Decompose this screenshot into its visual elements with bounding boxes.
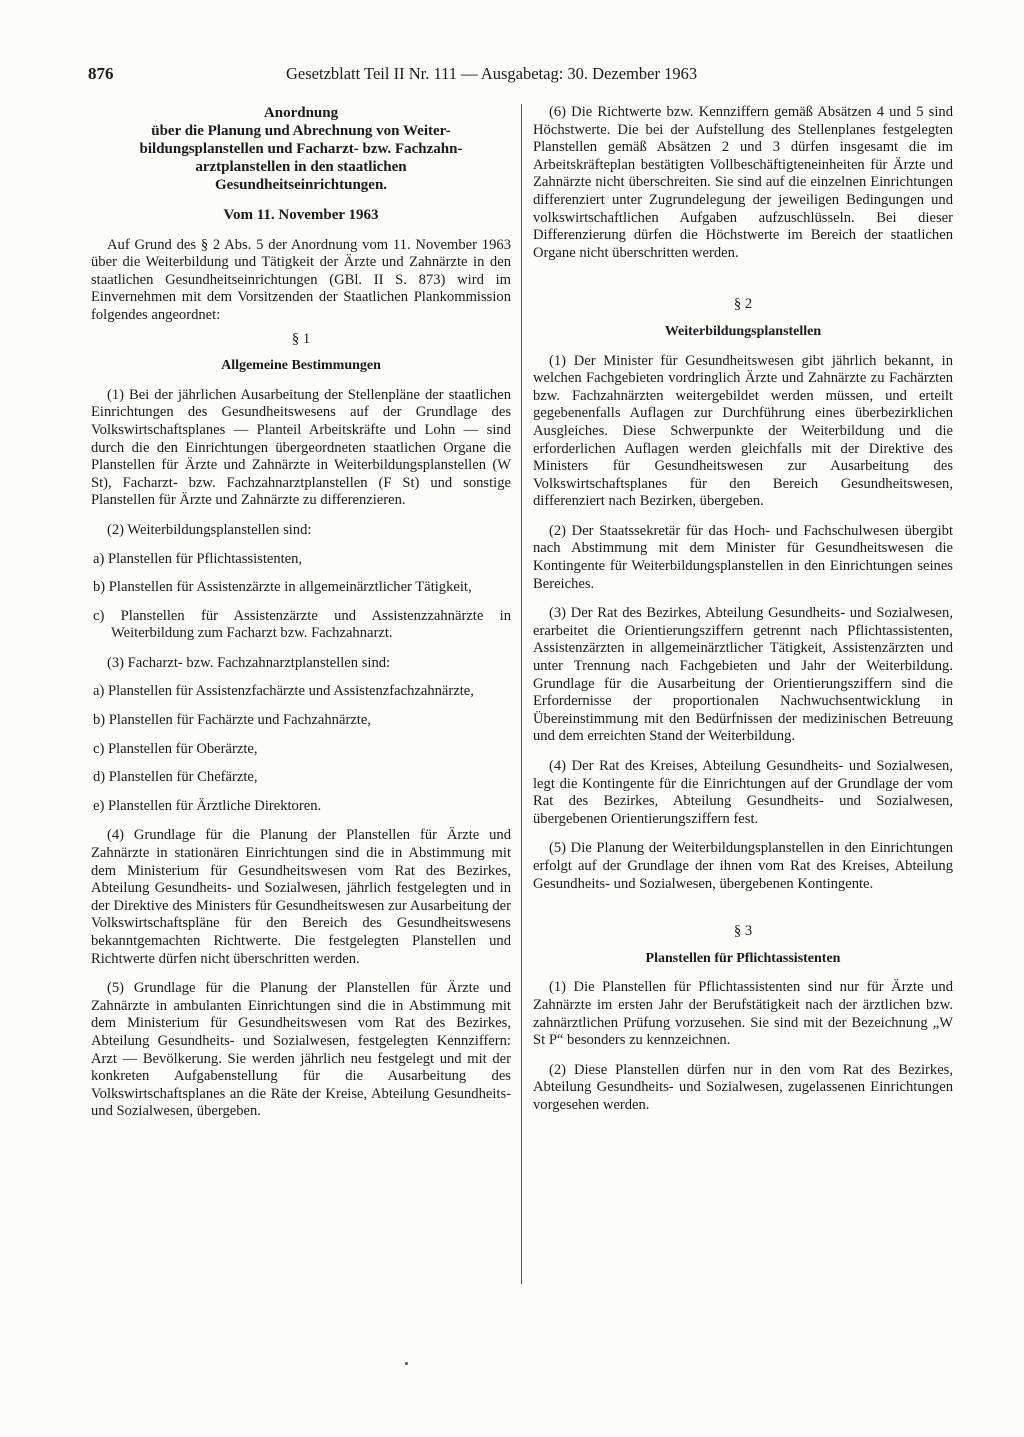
print-speck (405, 1362, 408, 1365)
paragraph: (1) Der Minister für Gesundheitswesen gibt jährlich bekannt, in welchen Fachgebieten vordringlich Ärzte und Zahnärzte zu Fachärzten bzw. Fachzahnärzten weitergebildet werden müssen, und erteilt gegebenenfalls Auflagen zur Durchführung eines überbezirklichen Ausgleiches. Diese Schwerpunkte der Weiterbildung und die erforderlichen Auflagen werden gleichfalls mit der Direktive des Ministers für Gesundheitswesen zur Ausarbeitung des Volkswirtschaftsplanes für den Bereich Gesundheitswesen, differenziert nach Bezirken, übergeben. (533, 352, 953, 510)
title-line: bildungsplanstellen und Facharzt- bzw. Fachzahn- (139, 141, 463, 157)
list-item: e) Planstellen für Ärztliche Direktoren. (93, 797, 322, 814)
list-item: b) Planstellen für Assistenzärzte in allgemeinärztlicher Tätigkeit, (93, 579, 472, 596)
paragraph: (2) Diese Planstellen dürfen nur in den vom Rat des Bezirkes, Abteilung Gesundheits- und Sozialwesen, zugelassenen Einrichtungen vorgesehen werden. (533, 1061, 953, 1113)
list-lead: (3) Facharzt- bzw. Fachzahnarztplanstellen sind: (107, 654, 391, 671)
paragraph: (4) Grundlage für die Planung der Planstellen für Ärzte und Zahnärzte in stationären Einrichtungen sind die in Abstimmung mit dem Ministerium für Gesundheitswesen vom Rat des Bezirkes, Abteilung Gesundheits- und Sozialwesen, jährlich festgelegten und in der Direktive des Ministers für Gesundheitswesen zur Ausarbeitung der Volkswirtschaftspläne für den Bereich des Gesundheitswesens bekanntgemachten Richtwerte. Die festgelegten Planstellen und Richtwerte dürfen nicht überschritten werden. (91, 827, 511, 967)
section-number: § 1 (291, 330, 311, 347)
section-title: Allgemeine Bestimmungen (221, 358, 381, 374)
column-divider (521, 104, 522, 1284)
paragraph: (5) Die Planung der Weiterbildungsplanstellen in den Einrichtungen erfolgt auf der Grundlage der ihnen vom Rat des Kreises, Abteilung Gesundheits- und Sozialwesen, übergebenen Kontingente. (533, 840, 953, 892)
section-title: Planstellen für Pflichtassistenten (645, 950, 841, 966)
list-item: d) Planstellen für Chefärzte, (93, 769, 258, 786)
section-title: Weiterbildungsplanstellen (664, 323, 822, 339)
page-header (88, 64, 788, 88)
paragraph: (1) Bei der jährlichen Ausarbeitung der Stellenpläne der staatlichen Einrichtungen des Gesundheitswesens auf der Grundlage des Volkswirtschaftsplanes — Planteil Arbeitskräfte und Lohn — sind durch die den Einrichtungen übergeordneten staatlichen Organe die Planstellen für Ärzte und Zahnärzte in Weiterbildungsplanstellen (W St), Facharzt- bzw. Fachzahnarztplanstellen (F St) und sonstige Planstellen für Ärzte und Zahnärzte zu differenzieren. (91, 386, 511, 509)
page-number: 876 (88, 64, 114, 83)
running-head: Gesetzblatt Teil II Nr. 111 — Ausgabetag: 30. Dezember 1963 (286, 64, 698, 83)
paragraph: (5) Grundlage für die Planung der Planstellen für Ärzte und Zahnärzte in ambulanten Einrichtungen sind die in Abstimmung mit dem Ministerium für Gesundheitswesen vom Rat des Bezirkes, Abteilung Gesundheits- und Sozialwesen, festgelegten Kennziffern: Arzt — Bevölkerung. Sie werden jährlich neu festgelegt und mit der konkreten Aufgabenstellung für die Ausarbeitung des Volkswirtschaftsplanes an die Räte der Kreise, Abteilung Gesundheits- und Sozialwesen, übergeben. (91, 980, 511, 1120)
list-item: b) Planstellen für Fachärzte und Fachzahnärzte, (93, 712, 371, 729)
list-item: c) Planstellen für Assistenzärzte und Assistenzzahnärzte in Weiterbildung zum Facharzt bzw. Fachzahnarzt. (93, 607, 511, 642)
paragraph: (2) Der Staatssekretär für das Hoch- und Fachschulwesen übergibt nach Abstimmung mit dem Minister für Gesundheitswesen die Kontingente für Weiterbildungsplanstellen in den Einrichtungen seines Bereiches. (533, 522, 953, 592)
list-lead: (2) Weiterbildungsplanstellen sind: (107, 521, 312, 538)
section-number: § 2 (733, 296, 753, 313)
right-column (533, 104, 953, 1115)
paragraph: (3) Der Rat des Bezirkes, Abteilung Gesundheits- und Sozialwesen, erarbeitet die Orientierungsziffern getrennt nach Pflichtassistenten, Assistenzärzten in allgemeinärztlicher Tätigkeit, Assistenzärzten und unter Trennung nach Fachgebieten und Jahr der Weiterbildung. Grundlage für die Ausarbeitung der Orientierungsziffern sind die Erfordernisse der proportionalen Nachwuchsentwicklung in Übereinstimmung mit den Bedürfnissen der medizinischen Betreuung und dem erreichten Stand der Weiterbildung. (533, 605, 953, 745)
list-item: a) Planstellen für Pflichtassistenten, (93, 550, 303, 567)
preamble: Auf Grund des § 2 Abs. 5 der Anordnung vom 11. November 1963 über die Weiterbildung und Tätigkeit der Ärzte und Zahnärzte in den staatlichen Gesundheitseinrichtungen (GBl. II S. 873) wird im Einvernehmen mit dem Vorsitzenden der Staatlichen Plankommission folgendes angeordnet: (91, 236, 511, 323)
paragraph: (4) Der Rat des Kreises, Abteilung Gesundheits- und Sozialwesen, legt die Kontingente für die Einrichtungen auf der Grundlage der vom Rat des Bezirkes, Abteilung Gesundheits- und Sozialwesen, übergebenen Orientierungsziffern fest. (533, 758, 953, 827)
title-line: Gesundheitseinrichtungen. (214, 177, 388, 193)
list-item: a) Planstellen für Assistenzfachärzte und Assistenzfachzahnärzte, (93, 683, 474, 700)
title-line: arztplanstellen in den staatlichen (195, 159, 407, 175)
ordinance-date: Vom 11. November 1963 (223, 207, 379, 223)
left-column (91, 104, 511, 1121)
paragraph: (6) Die Richtwerte bzw. Kennziffern gemäß Absätzen 4 und 5 sind Höchstwerte. Die bei der Aufstellung des Stellenplanes festgelegten Planstellen gemäß Absätzen 2 und 3 dürfen insgesamt die im Arbeitskräfteplan bestätigten Vollbeschäftigteneinheiten für Ärzte und Zahnärzte nicht überschreiten. Sie sind auf die einzelnen Einrichtungen differenziert unter Zugrundelegung der jeweiligen Bedingungen und volkswirtschaftlichen Aufgaben aufzuschlüsseln. Bei dieser Differenzierung dürfen die Höchstwerte im Bereich der staatlichen Organe nicht überschritten werden. (533, 104, 953, 261)
section-number: § 3 (733, 923, 753, 940)
paragraph: (1) Die Planstellen für Pflichtassistenten sind nur für Ärzte und Zahnärzte im ersten Jahr der Berufstätigkeit nach der ärztlichen bzw. zahnärztlichen Prüfung vorzusehen. Sie sind mit der Bezeichnung „W St P“ besonders zu kennzeichnen. (533, 979, 953, 1049)
ordinance-title (91, 104, 511, 194)
title-line: über die Planung und Abrechnung von Weiter- (151, 123, 451, 139)
title-line: Anordnung (263, 105, 339, 121)
list-item: c) Planstellen für Oberärzte, (93, 740, 258, 757)
